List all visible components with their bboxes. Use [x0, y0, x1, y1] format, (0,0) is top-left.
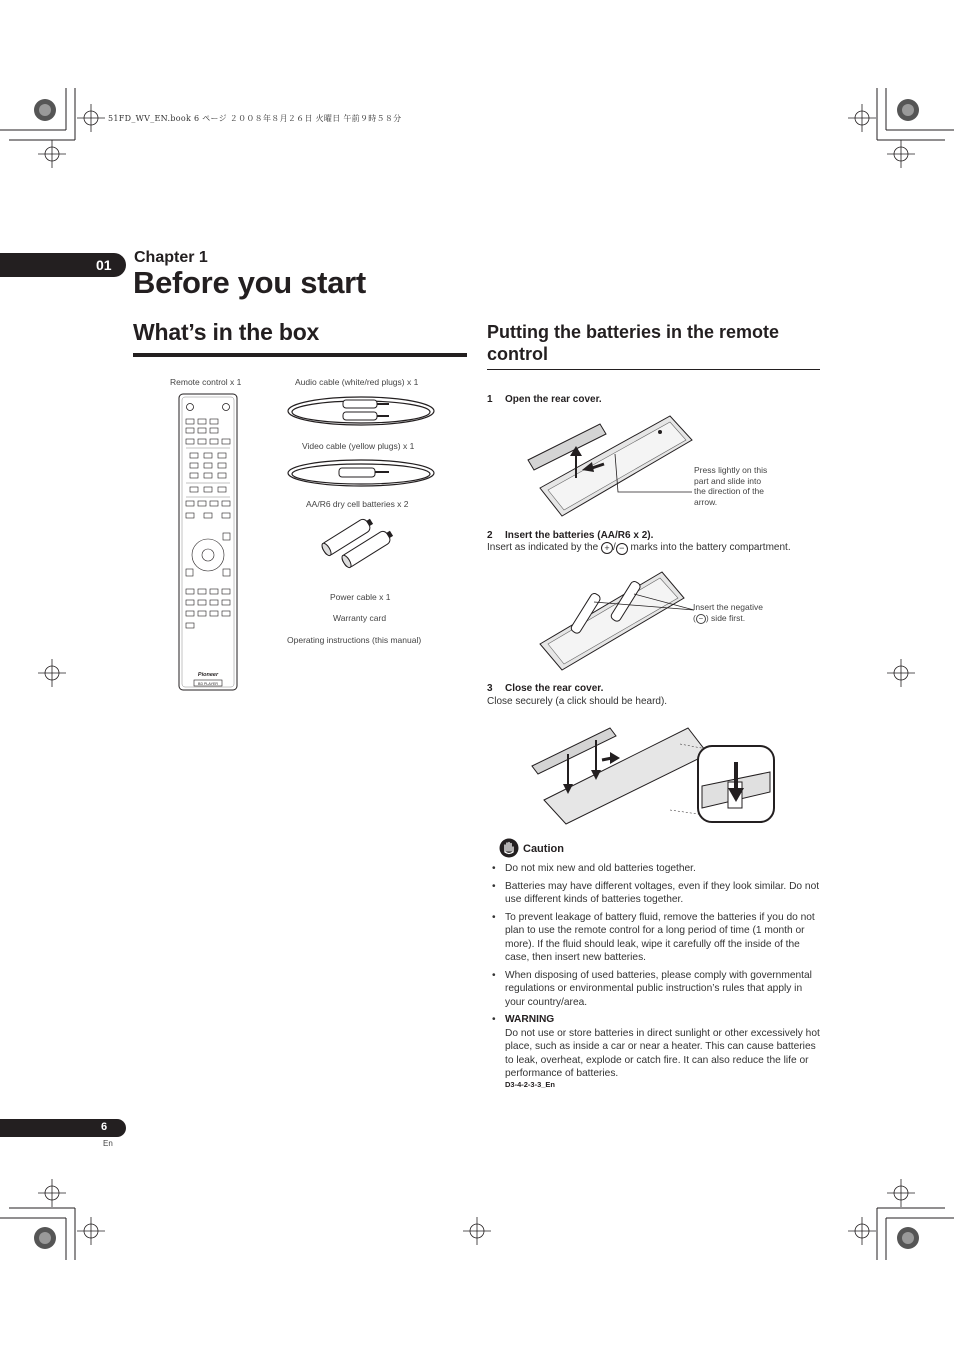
step-2-callout-line-2: ( − ) side first. [693, 612, 746, 623]
step-1 [487, 394, 602, 405]
caution-item: • Do not mix new and old batteries together. [492, 862, 822, 876]
audio-cable-illustration [285, 392, 437, 430]
minus-symbol-icon: − [696, 614, 706, 624]
manual-caption: Operating instructions (this manual) [287, 635, 422, 645]
remote-brand-label: Pioneer [197, 672, 219, 678]
video-cable-caption: Video cable (yellow plugs) x 1 [302, 441, 415, 451]
box-heading: What’s in the box [133, 319, 320, 345]
step-3-number: 3 [487, 683, 493, 694]
audio-cable-caption: Audio cable (white/red plugs) x 1 [295, 377, 419, 387]
step-2-body: Insert as indicated by the + / − marks into the battery compartment. [487, 542, 791, 553]
step-3 [487, 683, 603, 694]
caution-item: • When disposing of used batteries, please comply with governmental regulations or environmental public instruction’s rules that apply in your country/area. [492, 969, 822, 1010]
remote-control-illustration [178, 393, 240, 693]
step-1-callout-line: arrow. [694, 496, 718, 507]
plus-symbol-icon: + [601, 542, 613, 554]
batteries-caption: AA/R6 dry cell batteries x 2 [306, 499, 409, 509]
page-number: 6 [101, 1121, 108, 1133]
remote-caption: Remote control x 1 [170, 377, 242, 387]
step-2-callout [693, 602, 763, 624]
caution-list [492, 862, 822, 1085]
caution-hand-icon [499, 838, 519, 858]
chapter-label: Chapter 1 [134, 249, 208, 266]
step-2-body-post: marks into the battery compartment. [627, 542, 791, 553]
power-cable-caption: Power cable x 1 [330, 592, 391, 602]
step-2-body-pre: Insert as indicated by the [487, 542, 601, 553]
heading-rule-thin [487, 369, 820, 370]
remote-model-label: BD PLAYER [198, 682, 218, 686]
step-1-illustration [520, 408, 700, 520]
video-cable-illustration [285, 456, 437, 490]
step-3-body: Close securely (a click should be heard). [487, 696, 668, 707]
warning-text: Do not use or store batteries in direct sunlight or other excessively hot place, such as inside a car or near a heater. This can cause batteries to leak, overheat, explode or catch fire. It can also reduce the life or performance of batteries. [505, 1027, 820, 1079]
step-3-text: Close the rear cover. [505, 683, 604, 694]
step-2-callout-post: side first. [708, 612, 746, 623]
step-2-callout-line-1: Insert the negative [693, 602, 763, 612]
heading-rule [133, 353, 467, 357]
caution-item: • To prevent leakage of battery fluid, remove the batteries if you do not plan to use the remote control for a long period of time (1 month or more). If the fluid should leak, wipe it carefully off the inside of the case, then insert new batteries. [492, 911, 822, 965]
minus-symbol-icon: − [616, 543, 628, 555]
chapter-number: 01 [96, 257, 112, 273]
step-2-illustration [534, 562, 694, 674]
step-1-callout [694, 465, 767, 507]
warning-title: • WARNING [505, 1014, 555, 1025]
step-1-callout-line: part and slide into [694, 475, 762, 486]
caution-warning-item [492, 1013, 822, 1081]
step-1-callout-line: the direction of the [694, 486, 764, 496]
batteries-heading: Putting the batteries in the remote control [487, 322, 780, 364]
step-3-illustration [530, 714, 778, 826]
step-1-callout-line: Press lightly on this [694, 465, 768, 475]
page-title: Before you start [133, 265, 366, 300]
step-1-number: 1 [487, 394, 493, 405]
caution-item: • Batteries may have different voltages, even if they look similar. Do not use different kinds of batteries together. [492, 880, 822, 907]
batteries-illustration [318, 513, 400, 571]
warranty-caption: Warranty card [333, 613, 387, 623]
doc-code: D3-4-2-3-3_En [505, 1080, 556, 1089]
step-2 [487, 530, 653, 541]
step-1-text: Open the rear cover. [505, 394, 602, 405]
step-2-text: Insert the batteries (AA/R6 x 2). [505, 530, 654, 541]
caution-title: Caution [523, 843, 564, 855]
step-2-number: 2 [487, 530, 493, 541]
page-language: En [103, 1139, 113, 1148]
print-header: 51FD_WV_EN.book 6 ページ ２００８年８月２６日 火曜日 午前９時５８分 [108, 114, 402, 123]
